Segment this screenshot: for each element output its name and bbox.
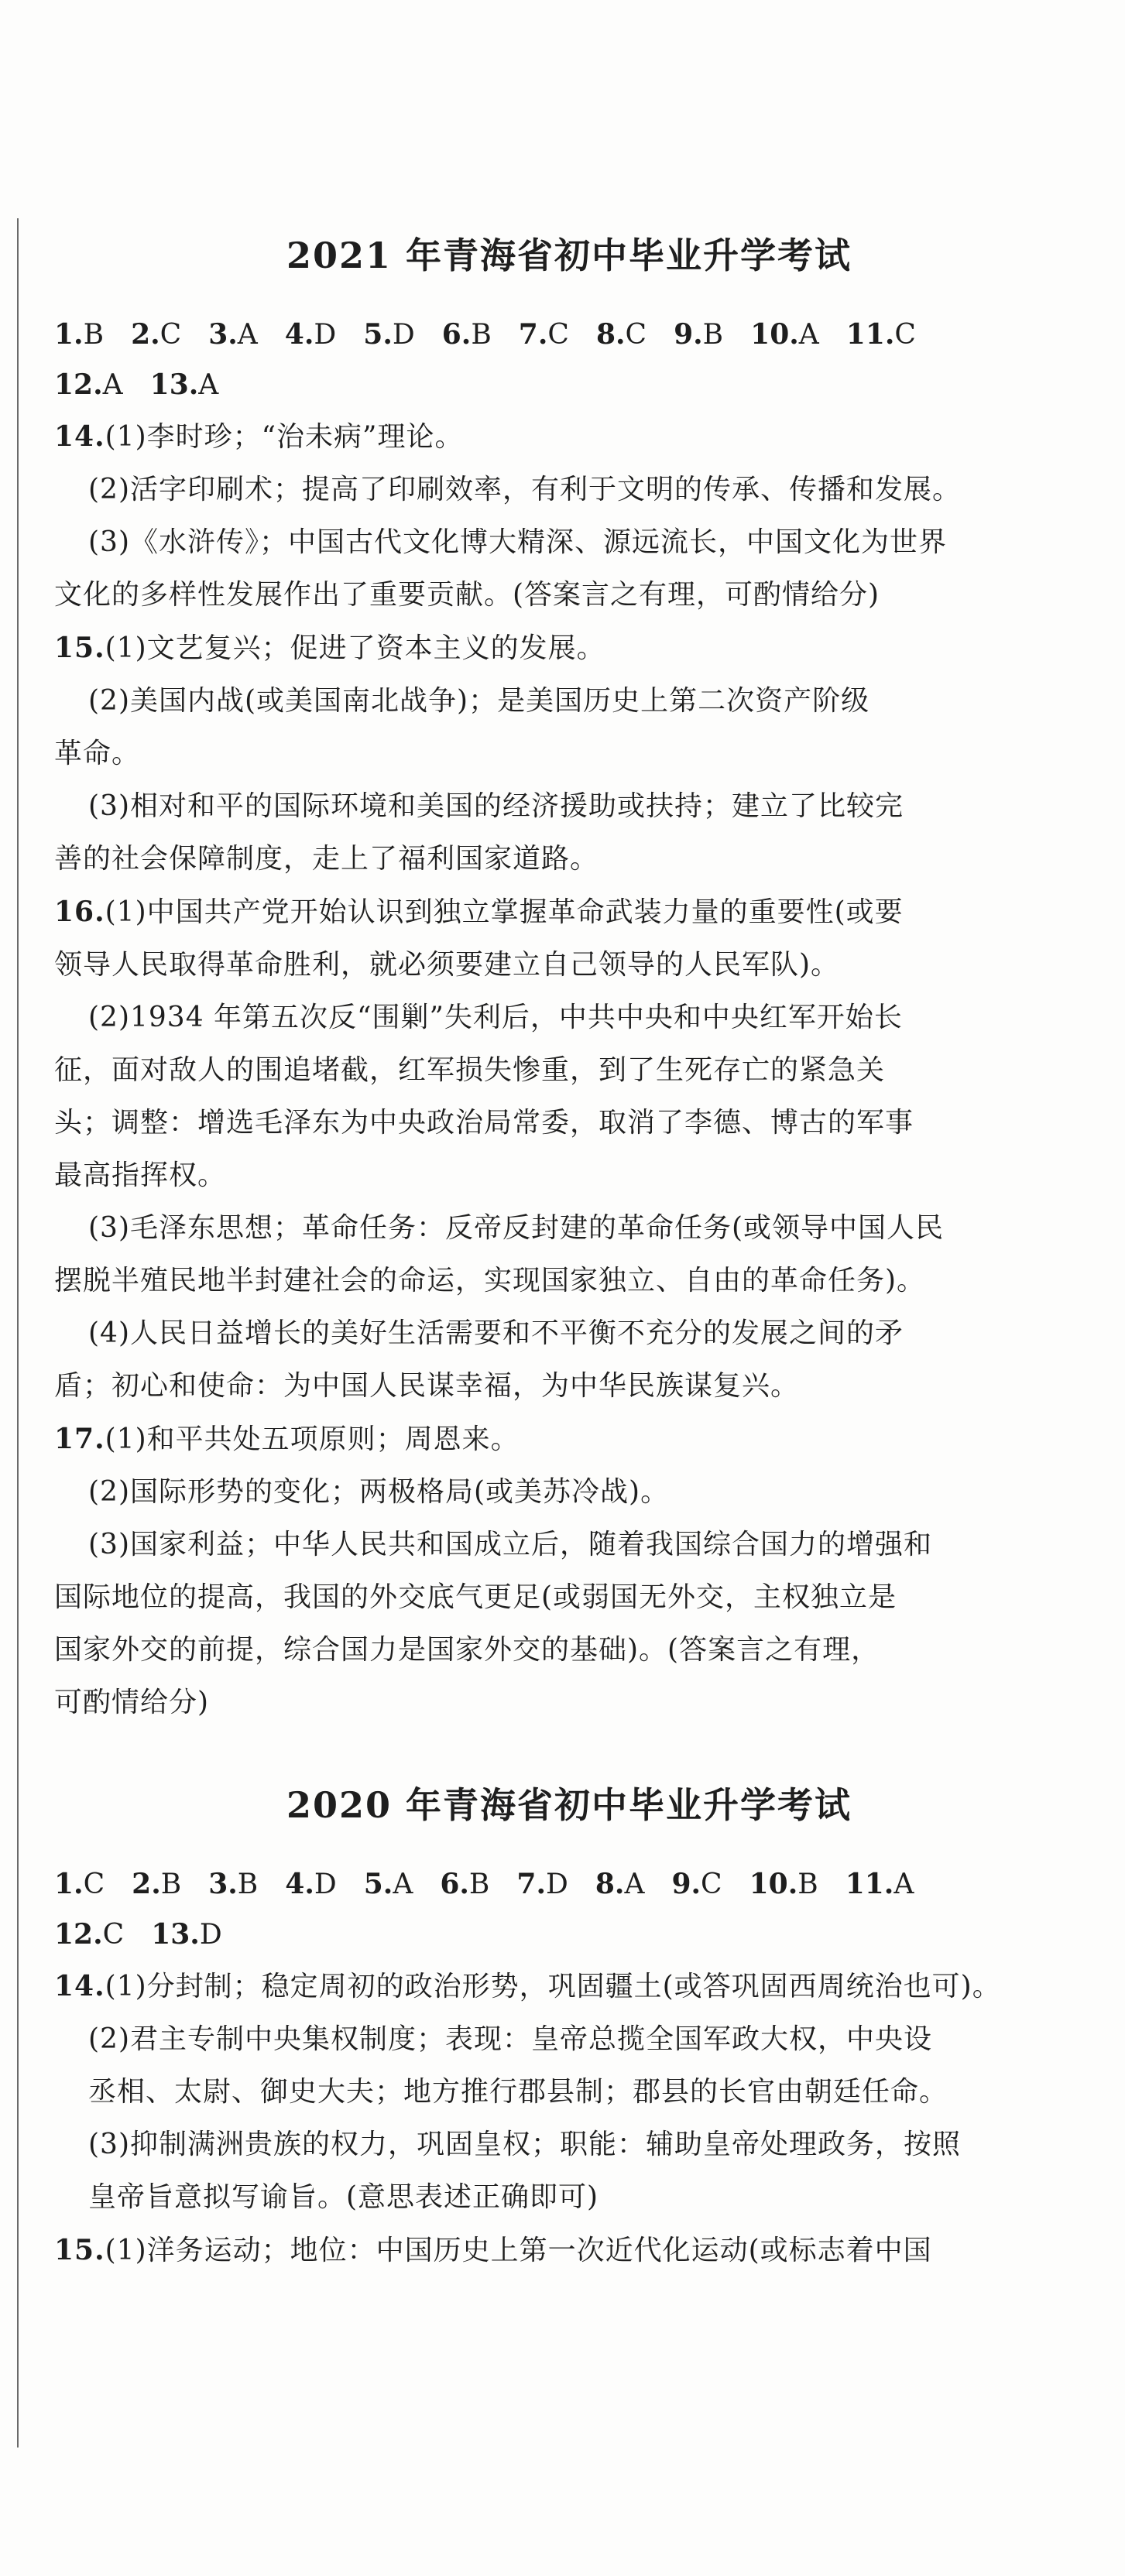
section-2021 — [54, 232, 1084, 1729]
mc-answer: 7.C — [518, 318, 569, 351]
answer-line: 革命。 — [54, 738, 141, 769]
answer-line: 丞相、太尉、御史大夫；地方推行郡县制；郡县的长官由朝廷任命。 — [88, 2076, 948, 2108]
mc-answer: 10.A — [750, 318, 819, 351]
mc-answer: 3.A — [208, 318, 258, 351]
mc-answers — [54, 310, 1084, 410]
mc-answer: 4.D — [284, 318, 337, 351]
answer-line: (2)国际形势的变化；两极格局(或美苏冷战)。 — [88, 1476, 670, 1508]
answer-line: (2)君主专制中央集权制度；表现：皇帝总揽全国军政大权，中央设 — [88, 2023, 932, 2055]
answer-line: 17.(1)和平共处五项原则；周恩来。 — [54, 1423, 520, 1455]
mc-answer: 12.C — [54, 1918, 125, 1951]
answer-line: 征，面对敌人的围追堵截，红军损失惨重，到了生死存亡的紧急关 — [54, 1054, 886, 1086]
answer-line: 15.(1)洋务运动；地位：中国历史上第一次近代化运动(或标志着中国 — [54, 2234, 932, 2266]
answer-line: 14.(1)李时珍；“治未病”理论。 — [54, 420, 464, 453]
answer-line: (3)国家利益；中华人民共和国成立后，随着我国综合国力的增强和 — [88, 1529, 932, 1560]
section-title: 2021 年青海省初中毕业升学考试 — [286, 235, 852, 276]
answer-line: (4)人民日益增长的美好生活需要和不平衡不充分的发展之间的矛 — [88, 1317, 904, 1349]
answer-page — [54, 232, 1084, 2277]
mc-answer: 11.A — [845, 1868, 914, 1900]
answer-line: 摆脱半殖民地半封建社会的命运，实现国家独立、自由的革命任务)。 — [54, 1265, 926, 1297]
answer-line: 可酌情给分) — [54, 1687, 210, 1718]
mc-row — [54, 1859, 941, 1910]
answer-line: (2)1934 年第五次反“围剿”失利后，中共中央和中央红军开始长 — [88, 1002, 903, 1033]
answer-line: (3)抑制满洲贵族的权力，巩固皇权；职能：辅助皇帝处理政务，按照 — [88, 2129, 961, 2160]
mc-row — [54, 360, 245, 410]
answer-line: 14.(1)分封制；稳定周初的政治形势，巩固疆土(或答巩固西周统治也可)。 — [54, 1970, 1001, 2002]
mc-answer: 11.C — [845, 318, 916, 351]
mc-answer: 1.C — [54, 1868, 105, 1900]
answer-line: (3)毛泽东思想；革命任务：反帝反封建的革命任务(或领导中国人民 — [88, 1212, 945, 1244]
question-16 — [54, 886, 1084, 1413]
mc-row — [54, 310, 943, 360]
answer-line: (2)活字印刷术；提高了印刷效率，有利于文明的传承、传播和发展。 — [88, 474, 961, 505]
mc-answer: 2.C — [131, 318, 182, 351]
mc-answer: 9.B — [674, 318, 724, 351]
mc-answer: 1.B — [54, 318, 105, 351]
mc-answer: 6.B — [440, 1868, 490, 1900]
section-title: 2020 年青海省初中毕业升学考试 — [286, 1784, 852, 1826]
question-14 — [54, 410, 1084, 622]
mc-answer: 4.D — [285, 1868, 337, 1900]
mc-answer: 6.B — [441, 318, 492, 351]
mc-row — [54, 1910, 249, 1960]
answer-line: 15.(1)文艺复兴；促进了资本主义的发展。 — [54, 632, 605, 664]
section-2020 — [54, 1782, 1084, 2277]
mc-answer: 5.D — [363, 318, 415, 351]
mc-answer: 7.D — [516, 1868, 568, 1900]
answer-line: 国家外交的前提，综合国力是国家外交的基础)。(答案言之有理， — [54, 1634, 880, 1666]
answer-line: 盾；初心和使命：为中国人民谋幸福，为中华民族谋复兴。 — [54, 1370, 800, 1402]
answer-line: 皇帝旨意拟写谕旨。(意思表述正确即可) — [88, 2181, 599, 2213]
mc-answer: 9.C — [671, 1868, 722, 1900]
answer-line: (2)美国内战(或美国南北战争)；是美国历史上第二次资产阶级 — [88, 685, 870, 717]
mc-answers — [54, 1859, 1084, 1960]
mc-answer: 12.A — [54, 368, 123, 401]
mc-answer: 2.B — [132, 1868, 182, 1900]
mc-answer: 8.A — [595, 1868, 645, 1900]
mc-answer: 13.D — [151, 1918, 222, 1951]
mc-answer: 3.B — [208, 1868, 259, 1900]
answer-line: (3)《水浒传》；中国古代文化博大精深、源远流长，中国文化为世界 — [88, 526, 947, 558]
answer-line: 国际地位的提高，我国的外交底气更足(或弱国无外交，主权独立是 — [54, 1581, 897, 1613]
mc-answer: 10.B — [749, 1868, 818, 1900]
mc-answer: 13.A — [149, 368, 219, 401]
question-15 — [54, 622, 1084, 886]
answer-line: 头；调整：增选毛泽东为中央政治局常委，取消了李德、博古的军事 — [54, 1107, 914, 1139]
question-17 — [54, 1413, 1084, 1729]
answer-line: 16.(1)中国共产党开始认识到独立掌握革命武装力量的重要性(或要 — [54, 896, 904, 928]
mc-answer: 8.C — [595, 318, 647, 351]
answer-line: 善的社会保障制度，走上了福利国家道路。 — [54, 843, 599, 875]
question-15 — [54, 2224, 1084, 2277]
answer-line: 文化的多样性发展作出了重要贡献。(答案言之有理，可酌情给分) — [54, 579, 880, 611]
mc-answer: 5.A — [363, 1868, 413, 1900]
answer-line: (3)相对和平的国际环境和美国的经济援助或扶持；建立了比较完 — [88, 790, 904, 822]
answer-line: 最高指挥权。 — [54, 1160, 227, 1191]
question-14 — [54, 1960, 1084, 2224]
answer-line: 领导人民取得革命胜利，就必须要建立自己领导的人民军队)。 — [54, 949, 840, 981]
left-margin-rule — [17, 218, 19, 2448]
